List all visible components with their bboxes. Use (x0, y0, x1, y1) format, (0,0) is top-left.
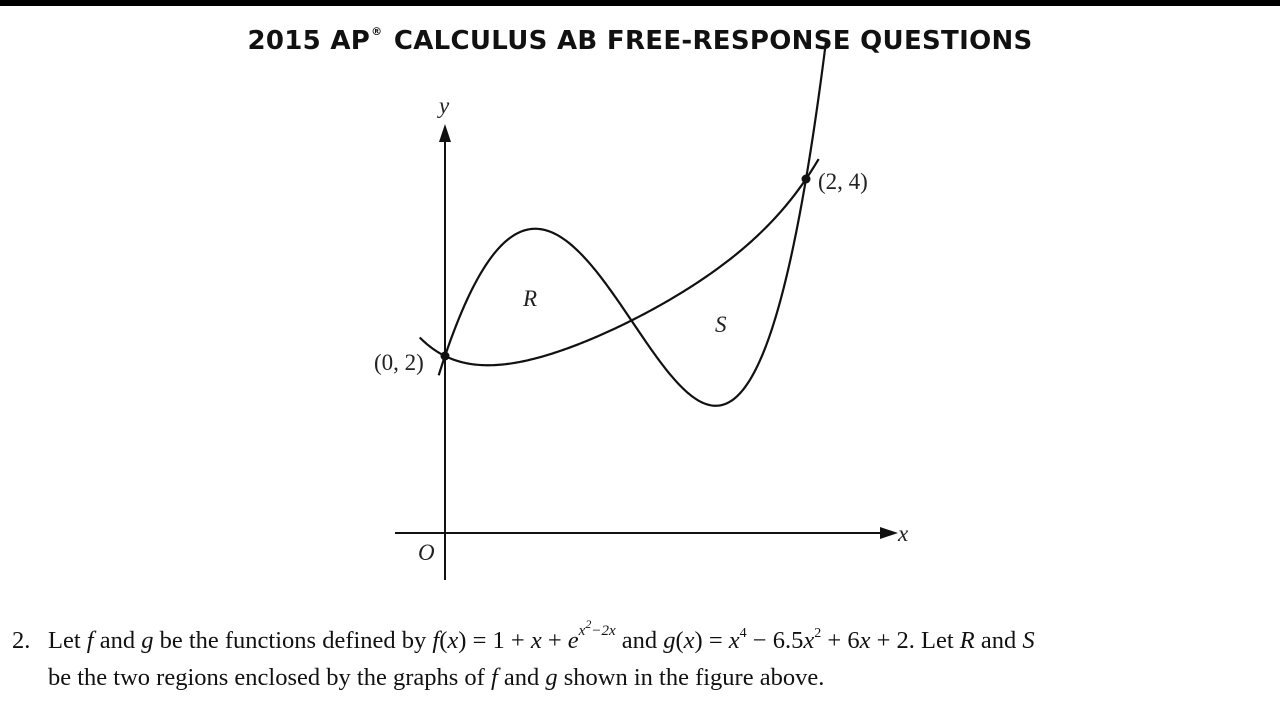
axis-y-label: y (439, 93, 450, 118)
origin-label: O (418, 540, 435, 565)
point-left-label: (0, 2) (374, 350, 424, 375)
region-r-label: R (523, 286, 538, 311)
question-line-2: be the two regions enclosed by the graphs of f and g shown in the figure above. (48, 664, 825, 691)
axis-x-label: x (898, 521, 909, 546)
question-line-1: Let f and g be the functions defined by $f(x) = 1 + x + e^{x^2-2x}$ and $g(x) = x^4 - 6.5x^2 + 6x + 2$. Let R and S (48, 617, 1035, 654)
y-axis-arrow (439, 124, 451, 142)
point-right-label: (2, 4) (818, 169, 868, 194)
question-number: 2. (12, 627, 31, 654)
point-right (802, 175, 811, 184)
point-left (441, 352, 450, 361)
page-title: 2015 AP® CALCULUS AB FREE-RESPONSE QUESTIONS (247, 25, 1033, 56)
region-s-label: S (715, 312, 727, 337)
x-axis-arrow (880, 527, 898, 539)
curve-f (420, 159, 819, 365)
registered-mark: ® (371, 25, 383, 39)
